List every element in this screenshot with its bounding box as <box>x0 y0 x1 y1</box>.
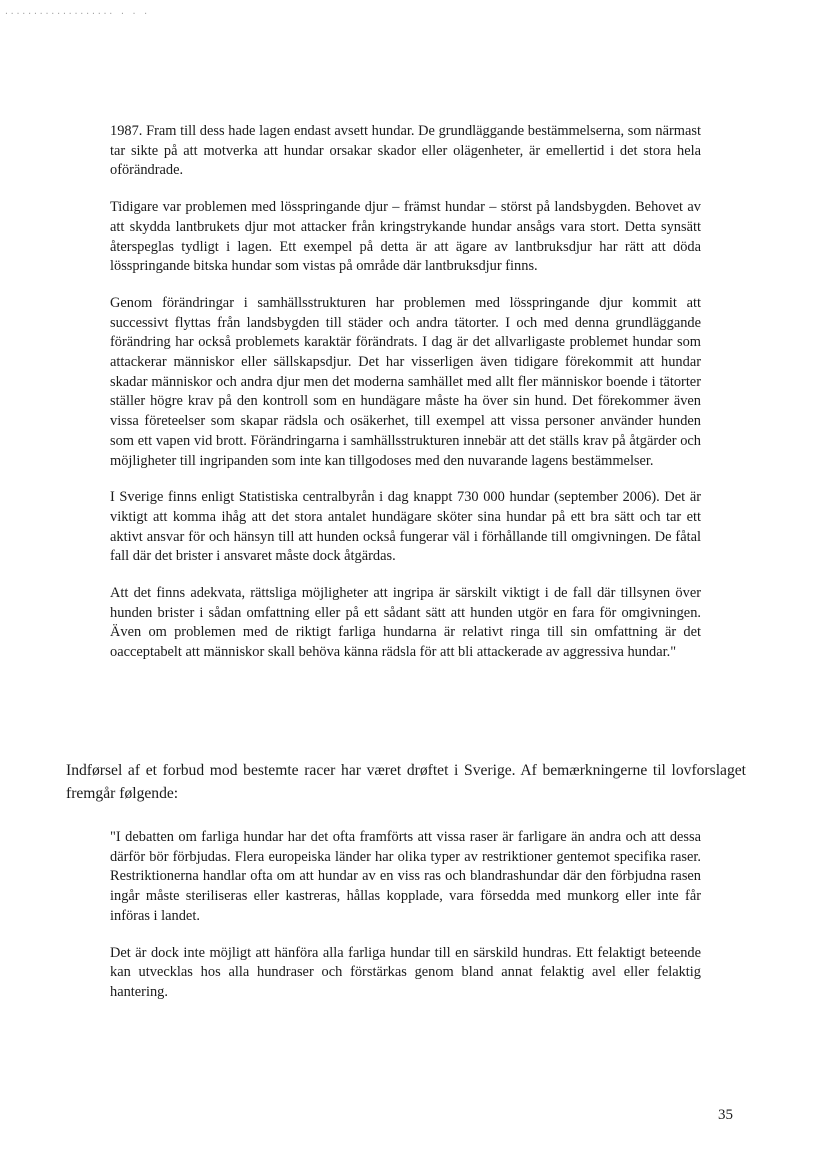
quote-paragraph: Att det finns adekvata, rättsliga möjligheter att ingripa är särskilt viktigt i de fall där tillsynen över hunden brister i sådan omfattning eller på ett sådant sätt att hunden utgör en fara för omgivningen. Även om problemen med de riktigt farliga hundarna är relativt ringa till sin omfattning är det oacceptabelt att människor skall behöva känna rädsla för att bli attackerade av aggressiva hundar." <box>110 585 701 661</box>
body-paragraph: Indførsel af et forbud mod bestemte racer har været drøftet i Sverige. Af bemærkningerne til lovforslaget fremgår følgende: <box>66 762 746 802</box>
quote-paragraph: Det är dock inte möjligt att hänföra alla farliga hundar till en särskild hundras. Ett felaktigt beteende kan utvecklas hos alla hundraser och förstärkas genom bland annat felaktig avel eller felaktig hantering. <box>110 944 701 1000</box>
scan-dots: ................... . . . <box>4 8 150 17</box>
quote-paragraph: Genom förändringar i samhällsstrukturen har problemen med lösspringande djur kommit att successivt flyttas från landsbygden till städer och andra tätorter. I och med denna grundläggande förändring har också problemets karaktär förändrats. I dag är det allvarligaste problemet hundar som attackerar människor eller sällskapsdjur. Det har visserligen även tidigare förekommit att hundar skadar människor och andra djur men det moderna samhället med allt fler människor boende i tätorter ställer högre krav på den kontroll som en hundägare måste ha över sin hund. Det förekommer även vissa företeelser som skapar rädsla och osäkerhet, till exempel att vissa personer använder hunden som ett vapen vid brott. Förändringarna i samhällsstrukturen innebär att det ställs krav på åtgärder och möjligheter till ingripanden som inte kan tillgodoses med den nuvarande lagens bestämmelser. <box>110 294 701 469</box>
quote-paragraph: "I debatten om farliga hundar har det ofta framförts att vissa raser är farligare än andra och att dessa därför bör förbjudas. Flera europeiska länder har olika typer av restriktioner gentemot specifika raser. Restriktionerna handlar ofta om att hundar av en viss ras och blandrashundar där den förbjudna rasen ingår måste steriliseras eller kastreras, hållas kopplade, vara försedda med munkorg eller inte får införas i landet. <box>110 829 701 924</box>
page-number: 35 <box>718 1107 733 1123</box>
quote-paragraph: 1987. Fram till dess hade lagen endast avsett hundar. De grundläggande bestämmelserna, som närmast tar sikte på att motverka att hundar orsakar skador eller olägenheter, är emellertid i det stora hela oförändrade. <box>110 123 701 179</box>
quote-block-bill-remarks <box>110 828 701 1020</box>
quote-paragraph: I Sverige finns enligt Statistiska centralbyrån i dag knappt 730 000 hundar (september 2006). Det är viktigt att komma ihåg att det stora antalet hundägare sköter sina hundar på ett bra sätt och tar ett aktivt ansvar för och hänsyn till att hunden också fungerar väl i förhållande till omgivningen. De fåtal fall där det brister i ansvaret måste dock åtgärdas. <box>110 489 701 565</box>
quote-paragraph: Tidigare var problemen med lösspringande djur – främst hundar – störst på landsbygden. Behovet av att skydda lantbrukets djur mot attacker från kringstrykande hundar ansågs vara stort. Detta synsätt återspeglas tydligt i lagen. Ett exempel på detta är att ägare av lantbruksdjur har rätt att döda lösspringande bitska hundar som vistas på område där lantbruksdjur finns. <box>110 199 701 275</box>
quote-block-swedish-law <box>110 122 701 680</box>
